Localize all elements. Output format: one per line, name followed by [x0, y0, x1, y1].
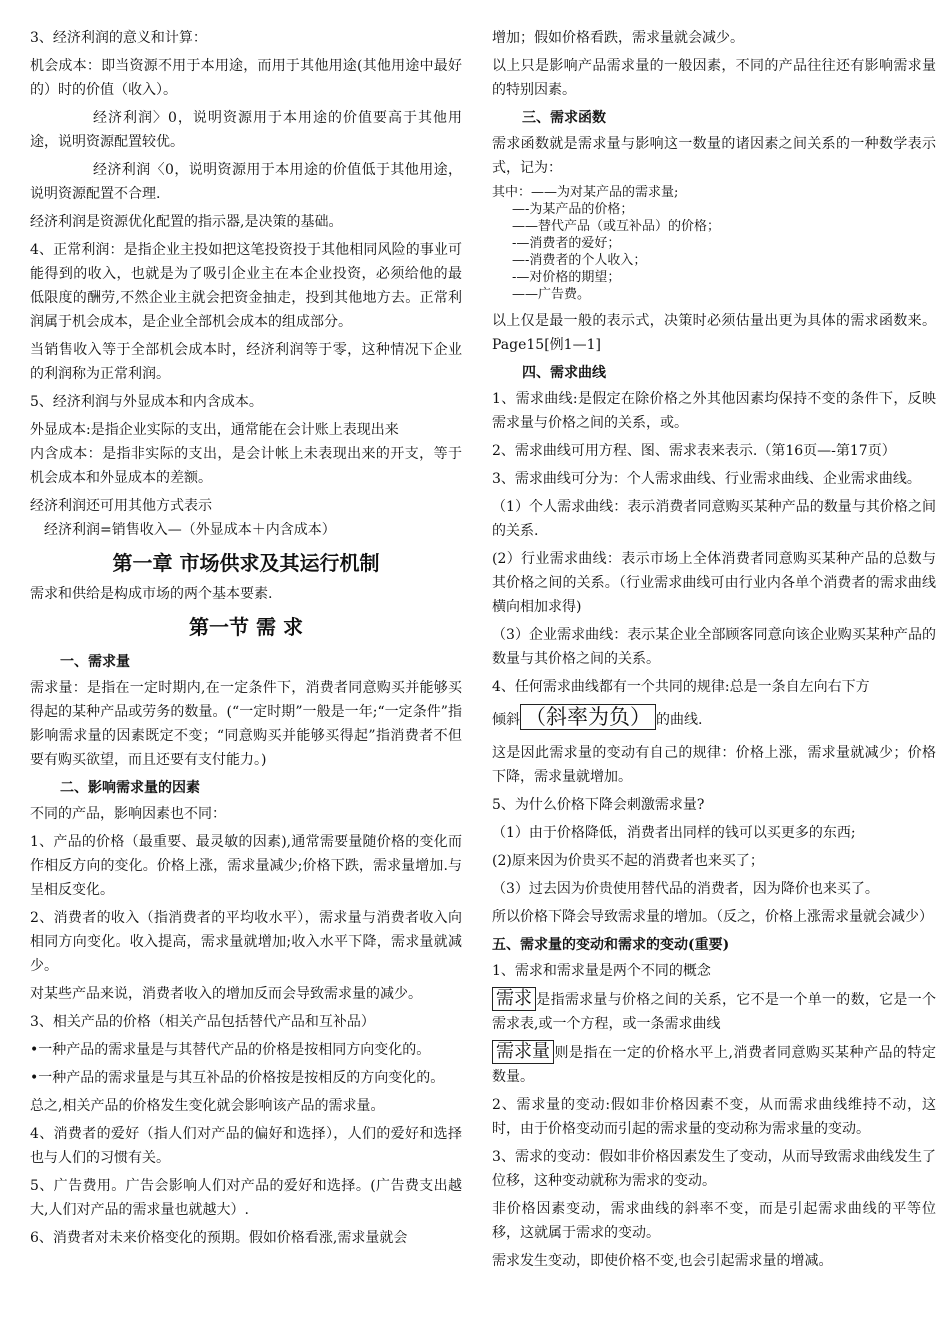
heading-demand-function: 三、需求函数: [522, 110, 606, 126]
text-fragment: 是指需求量与价格之间的关系，它不是一个单一的数，它是一个需求表,或一个方程，或一条需求曲线: [492, 992, 936, 1032]
paragraph: 5、广告费用。广告会影响人们对产品的爱好和选择。(广告费支出越大,人们对产品的需求量也就越大）.: [30, 1178, 462, 1218]
section-title: 第一节 需 求: [189, 615, 303, 639]
paragraph: 机会成本：即当资源不用于本用途，而用于其他用途(其他用途中最好的）时的价值（收入）。: [30, 58, 462, 98]
paragraph: 需求函数就是需求量与影响这一数量的诸因素之间关系的一种数学表示式，记为：: [492, 136, 936, 176]
paragraph: （1）个人需求曲线：表示消费者同意购买某种产品的数量与其价格之间的关系.: [492, 499, 936, 539]
paragraph: 外显成本:是指企业实际的支出，通常能在会计账上表现出来: [30, 422, 399, 438]
paragraph: 非价格因素变动，需求曲线的斜率不变，而是引起需求曲线的平等位移，这就属于需求的变动。: [492, 1201, 936, 1241]
paragraph: (2）行业需求曲线：表示市场上全体消费者同意购买某种产品的总数与其价格之间的关系。（行业需求曲线可由行业内各单个消费者的需求曲线横向相加求得): [492, 551, 936, 615]
paragraph: 2、需求量的变动:假如非价格因素不变，从而需求曲线维持不动，这时，由于价格变动而引起的需求量的变动称为需求量的变动。: [492, 1097, 936, 1137]
text-fragment: 的曲线.: [656, 712, 703, 728]
variable-line: -—对价格的期望；: [512, 270, 621, 285]
paragraph: 3、相关产品的价格（相关产品包括替代产品和互补品）: [30, 1014, 375, 1030]
paragraph: 经济利润〈0，说明资源用于本用途的价值低于其他用途，说明资源配置不合理.: [30, 162, 462, 202]
heading-demand-quantity: 一、需求量: [60, 654, 130, 670]
text-fragment: 倾斜: [492, 712, 520, 728]
chapter-title: 第一章 市场供求及其运行机制: [112, 551, 380, 575]
paragraph: 不同的产品，影响因素也不同：: [30, 806, 226, 822]
variable-line: —-为某产品的价格；: [512, 202, 634, 217]
paragraph: 3、需求的变动：假如非价格因素发生了变动，从而导致需求曲线发生了位移，这种变动就称为需求的变动。: [492, 1149, 936, 1189]
paragraph: 4、任何需求曲线都有一个共同的规律:总是一条自左向右下方: [492, 679, 870, 695]
paragraph: 经济利润是资源优化配置的指示器,是决策的基础。: [30, 214, 343, 230]
paragraph: 这是因此需求量的变动有自己的规律：价格上涨，需求量就减少；价格下降，需求量就增加。: [492, 745, 936, 785]
paragraph: （3）企业需求曲线：表示某企业全部顾客同意向该企业购买某种产品的数量与其价格之间的关系。: [492, 627, 936, 667]
formula-line: 经济利润=销售收入—（外显成本＋内含成本）: [44, 522, 336, 538]
right-column: [492, 26, 936, 1277]
paragraph: 对某些产品来说，消费者收入的增加反而会导致需求量的减少。: [30, 986, 422, 1002]
paragraph: 需求和供给是构成市场的两个基本要素.: [30, 586, 273, 602]
paragraph: 经济利润还可用其他方式表示: [30, 498, 212, 514]
variable-line: ——替代产品（或互补品）的价格；: [512, 219, 721, 234]
left-column: [30, 26, 462, 1254]
paragraph: 以上只是影响产品需求量的一般因素，不同的产品往往还有影响需求量的特别因素。: [492, 58, 936, 98]
paragraph: 3、经济利润的意义和计算：: [30, 30, 207, 46]
variable-line: -—消费者的爱好；: [512, 236, 621, 251]
paragraph-demand-definition: [492, 987, 936, 1036]
paragraph-slope: [492, 703, 936, 737]
variable-line: 其中：——为对某产品的需求量;: [492, 185, 679, 200]
paragraph-quantity-definition: [492, 1040, 936, 1089]
demand-function-variables: [492, 184, 936, 303]
paragraph: 1、需求和需求量是两个不同的概念: [492, 963, 711, 979]
paragraph: （1）由于价格降低，消费者出同样的钱可以买更多的东西;: [492, 825, 856, 841]
paragraph: 以上仅是最一般的表示式，决策时必须估量出更为具体的需求函数来。Page15[例1—1]: [492, 313, 936, 353]
paragraph: •一种产品的需求量是与其替代产品的价格是按相同方向变化的。: [30, 1042, 431, 1058]
boxed-text-negative-slope: （斜率为负）: [520, 704, 656, 730]
boxed-term-demand: 需求: [492, 987, 536, 1011]
paragraph: 2、需求曲线可用方程、图、需求表来表示.（第16页—-第17页）: [492, 443, 896, 459]
paragraph: 内含成本：是指非实际的支出，是会计帐上未表现出来的开支，等于机会成本和外显成本的差额。: [30, 446, 462, 486]
paragraph: 需求发生变动，即使价格不变,也会引起需求量的增减。: [492, 1253, 833, 1269]
paragraph: 6、消费者对未来价格变化的预期。假如价格看涨,需求量就会: [30, 1230, 408, 1246]
paragraph: 增加；假如价格看跌，需求量就会减少。: [492, 30, 744, 46]
paragraph: •一种产品的需求量是与其互补品的价格按是按相反的方向变化的。: [30, 1070, 445, 1086]
boxed-term-quantity: 需求量: [492, 1040, 554, 1064]
paragraph: (2)原来因为价贵买不起的消费者也来买了；: [492, 853, 764, 869]
paragraph: 当销售收入等于全部机会成本时，经济利润等于零，这种情况下企业的利润称为正常利润。: [30, 342, 462, 382]
paragraph: 5、为什么价格下降会刺激需求量?: [492, 797, 705, 813]
heading-demand-curve: 四、需求曲线: [522, 365, 606, 381]
paragraph: 所以价格下降会导致需求量的增加。（反之，价格上涨需求量就会减少）: [492, 909, 933, 925]
paragraph: 需求量：是指在一定时期内,在一定条件下，消费者同意购买并能够买得起的某种产品或劳务的数量。(“一定时期”一般是一年;“一定条件”指影响需求量的因素既定不变；“同意购买并能够买得起”指消费者不但要有购买欲望，而且还要有支付能力。): [30, 680, 462, 768]
paragraph: 4、消费者的爱好（指人们对产品的偏好和选择），人们的爱好和选择也与人们的习惯有关。: [30, 1126, 462, 1166]
variable-line: —-消费者的个人收入；: [512, 253, 647, 268]
text-fragment: 则是指在一定的价格水平上,消费者同意购买某种产品的特定数量。: [492, 1045, 936, 1085]
heading-demand-factors: 二、影响需求量的因素: [60, 780, 200, 796]
paragraph: 5、经济利润与外显成本和内含成本。: [30, 394, 263, 410]
paragraph: （3）过去因为价贵使用替代品的消费者，因为降价也来买了。: [492, 881, 879, 897]
heading-demand-change: 五、需求量的变动和需求的变动(重要): [492, 937, 730, 953]
paragraph: 经济利润〉0，说明资源用于本用途的价值要高于其他用途，说明资源配置较优。: [30, 110, 462, 150]
paragraph: 总之,相关产品的价格发生变化就会影响该产品的需求量。: [30, 1098, 385, 1114]
paragraph: 1、需求曲线:是假定在除价格之外其他因素均保持不变的条件下，反映需求量与价格之间的关系，或。: [492, 391, 936, 431]
paragraph: 3、需求曲线可分为：个人需求曲线、行业需求曲线、企业需求曲线。: [492, 471, 921, 487]
variable-line: ——广告费。: [512, 287, 591, 302]
paragraph: 4、正常利润：是指企业主投如把这笔投资投于其他相同风险的事业可能得到的收入，也就是为了吸引企业主在本企业投资，必须给他的最低限度的酬劳,不然企业主就会把资金抽走，投到其他地方去。正常利润属于机会成本，是企业全部机会成本的组成部分。: [30, 242, 462, 330]
paragraph: 1、产品的价格（最重要、最灵敏的因素),通常需要量随价格的变化而作相反方向的变化。价格上涨，需求量减少;价格下跌，需求量增加.与呈相反变化。: [30, 834, 462, 898]
paragraph: 2、消费者的收入（指消费者的平均收水平），需求量与消费者收入向相同方向变化。收入提高，需求量就增加;收入水平下降，需求量就减少。: [30, 910, 462, 974]
